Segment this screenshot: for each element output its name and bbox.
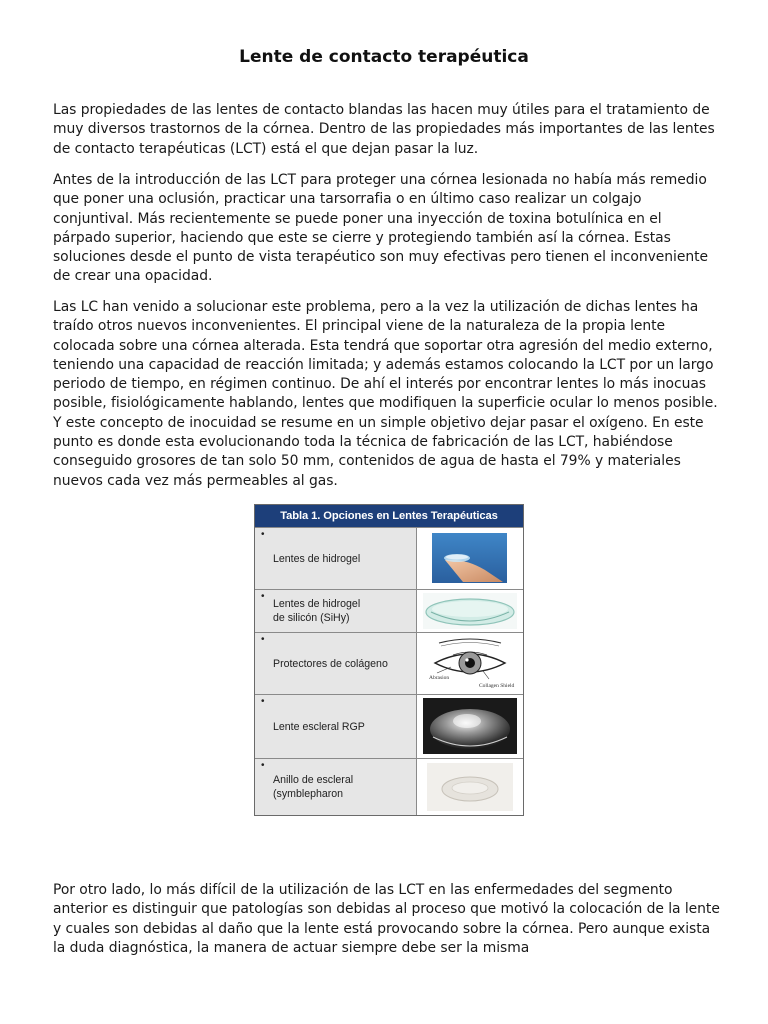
therapeutic-lens-table	[254, 504, 524, 816]
table-row-hydrogel	[255, 527, 523, 589]
table-row-label	[255, 695, 417, 758]
table-row-label-text: Lentes de hidrogel de silicón (SiHy)	[273, 598, 361, 624]
abrasion-caption: Abrasion	[429, 675, 450, 681]
eye-with-collagen-shield-drawing	[417, 633, 523, 694]
table-row-sihy	[255, 589, 523, 632]
table-row-label	[255, 759, 417, 815]
bullet-icon: •	[261, 696, 265, 707]
lens-on-fingertip-photo	[417, 528, 523, 589]
paragraph-4: Por otro lado, lo más difícil de la utilización de las LCT en las enfermedades del segmento anterior es distinguir que patologías son debidas al proceso que motivó la colocación de la lente y cuales son debidas al daño que la lente está provocando sobre la córnea. Pero aunque exista la duda diagnóstica, la manera de actuar siempre debe ser la misma	[53, 882, 720, 956]
scleral-lens-photo	[417, 695, 523, 758]
table-header: Tabla 1. Opciones en Lentes Terapéuticas	[255, 505, 523, 527]
bullet-icon: •	[261, 529, 265, 540]
clear-ring-photo	[417, 759, 523, 815]
table-row-collagen	[255, 632, 523, 694]
clear-lens-photo	[417, 590, 523, 632]
bullet-icon: •	[261, 760, 265, 771]
paragraph-3: Las LC han venido a solucionar este problema, pero a la vez la utilización de dichas lentes ha traído otros nuevos inconvenientes. El principal viene de la naturaleza de la propia lente colocada sobre una córnea alterada. Esta tendrá que soportar otra agresión del medio externo, teniendo una capacidad de reacción limitada; y además estamos colocando la LCT por un largo periodo de tiempo, en régimen continuo. De ahí el interés por encontrar lentes lo más inocuas posible, fisiológicamente hablando, lentes que modifiquen la superficie ocular lo menos posible. Y este concepto de inocuidad se resume en un simple objetivo dejar pasar el oxígeno. En este punto es donde esta evolucionando toda la técnica de fabricación de las LCT, habiéndose conseguido grosores de tan solo 50 mm, contenidos de agua de hasta el 79% y materiales nuevos cada vez más permeables al gas.	[53, 299, 718, 489]
table-row-ring	[255, 758, 523, 815]
table-row-label-text: Anillo de escleral (symblepharon	[273, 774, 354, 800]
table-row-label-text: Lentes de hidrogel	[273, 552, 361, 565]
table-row-label-text: Lente escleral RGP	[273, 720, 365, 733]
page-title: Lente de contacto terapéutica	[239, 47, 529, 67]
table-row-label	[255, 528, 417, 589]
table-row-label-text: Protectores de colágeno	[273, 657, 388, 670]
paragraph-1: Las propiedades de las lentes de contacto blandas las hacen muy útiles para el tratamiento de muy diversos trastornos de la córnea. Dentro de las propiedades más importantes de las lentes de contacto terapéuticas (LCT) está el que dejan pasar la luz.	[53, 102, 715, 157]
paragraph-2: Antes de la introducción de las LCT para proteger una córnea lesionada no había más remedio que poner una oclusión, practicar una tarsorrafia o en último caso realizar un colgajo conjuntival. Más recientemente se puede poner una inyección de toxina botulínica en el párpado superior, haciendo que este se cierre y protegiendo también así la córnea. Estas soluciones desde el punto de vista terapéutico son muy efectivas pero tienen el inconveniente de crear una opacidad.	[53, 172, 708, 285]
table-row-label	[255, 590, 417, 632]
table-row-label	[255, 633, 417, 694]
bullet-icon: •	[261, 591, 265, 602]
bullet-icon: •	[261, 634, 265, 645]
table-row-scleral	[255, 694, 523, 758]
collagen-shield-caption: Collagen Shield	[479, 683, 515, 689]
